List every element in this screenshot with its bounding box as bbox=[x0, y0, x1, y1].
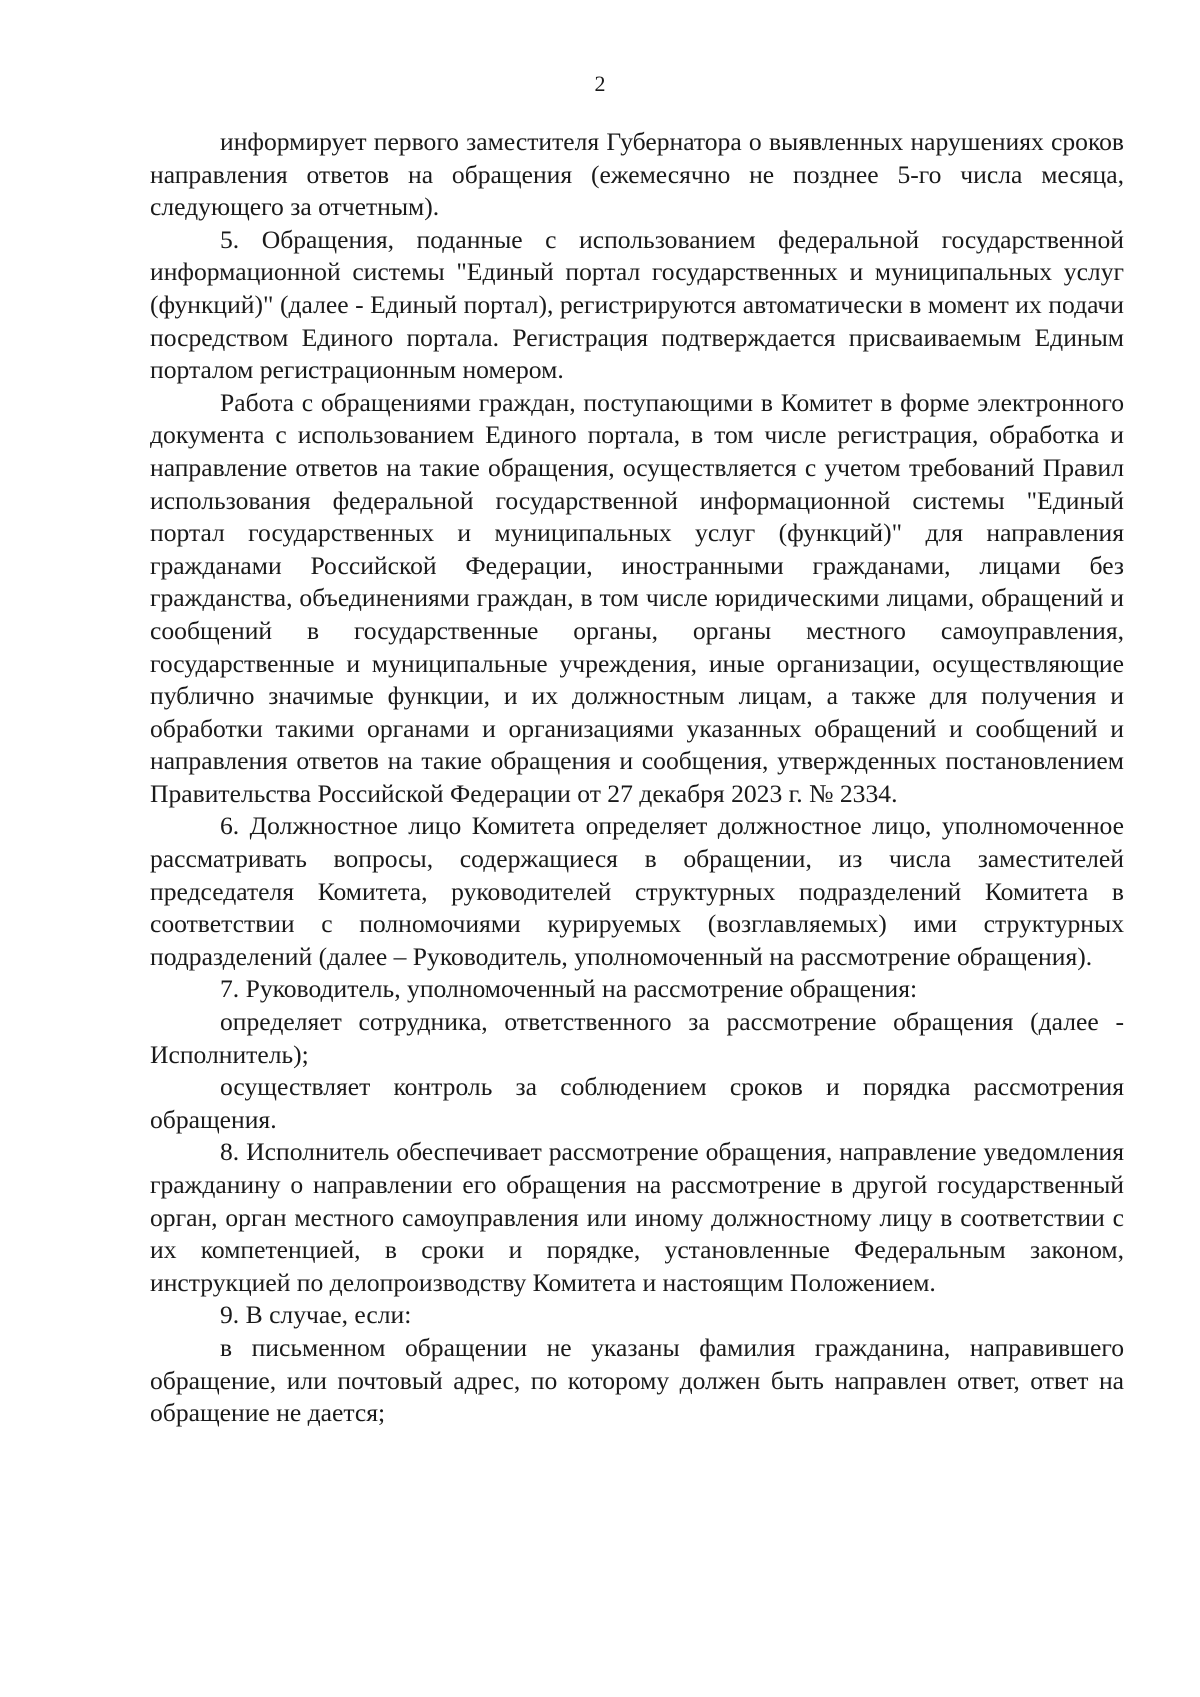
paragraph-9-head: 9. В случае, если: bbox=[220, 1300, 412, 1330]
paragraph-5-unified-portal: 5. Обращения, поданные с использованием федеральной государственной информационной системы "Единый портал государственных и муниципальных услуг (функций)" (далее - Единый портал), регистрируются автоматически в момент их подачи посредством Единого портала. Регистрация подтверждается присваиваемым Единым порталом регистрационным номером. bbox=[150, 224, 1124, 385]
document-body bbox=[150, 126, 1124, 1430]
paragraph-7-head: 7. Руководитель, уполномоченный на рассмотрение обращения: bbox=[220, 974, 918, 1004]
paragraph-portal-processing-rules: Работа с обращениями граждан, поступающими в Комитет в форме электронного документа с использованием Единого портала, в том числе регистрация, обработка и направление ответов на такие обращения, осуществляется с учетом требований Правил использования федеральной государственной информационной системы "Единый портал государственных и муниципальных услуг (функций)" для направления гражданами Российской Федерации, иностранными гражданами, лицами без гражданства, объединениями граждан, в том числе юридическими лицами, обращений и сообщений в государственные органы, органы местного самоуправления, государственные и муниципальные учреждения, иные организации, осуществляющие публично значимые функции, и их должностным лицам, а также для получения и обработки такими органами и организациями указанных обращений и сообщений и направления ответов на такие обращения и сообщения, утвержденных постановлением Правительства Российской Федерации от 27 декабря 2023 г. № 2334. bbox=[150, 387, 1124, 808]
paragraph-8-executor: 8. Исполнитель обеспечивает рассмотрение обращения, направление уведомления гражданину о направлении его обращения на рассмотрение в другой государственный орган, орган местного самоуправления или иному должностному лицу в соответствии с их компетенцией, в сроки и порядке, установленные Федеральным законом, инструкцией по делопроизводству Комитета и настоящим Положением. bbox=[150, 1137, 1124, 1297]
paragraph-9-no-name-address: в письменном обращении не указаны фамилия гражданина, направившего обращение, или почтовый адрес, по которому должен быть направлен ответ, ответ на обращение не дается; bbox=[150, 1332, 1124, 1428]
paragraph-7-controls-deadlines: осуществляет контроль за соблюдением сроков и порядка рассмотрения обращения. bbox=[150, 1072, 1124, 1134]
paragraph-7-assigns-executor: определяет сотрудника, ответственного за рассмотрение обращения (далее - Исполнитель); bbox=[150, 1007, 1124, 1069]
paragraph-6-responsible-person: 6. Должностное лицо Комитета определяет должностное лицо, уполномоченное рассматривать вопросы, содержащиеся в обращении, из числа заместителей председателя Комитета, руководителей структурных подразделений Комитета в соответствии с полномочиями курируемых (возглавляемых) ими структурных подразделений (далее – Руководитель, уполномоченный на рассмотрение обращения). bbox=[150, 811, 1124, 971]
paragraph-notification-deadline: информирует первого заместителя Губернатора о выявленных нарушениях сроков направления ответов на обращения (ежемесячно не позднее 5-го числа месяца, следующего за отчетным). bbox=[150, 127, 1124, 222]
page-number: 2 bbox=[594, 71, 606, 96]
